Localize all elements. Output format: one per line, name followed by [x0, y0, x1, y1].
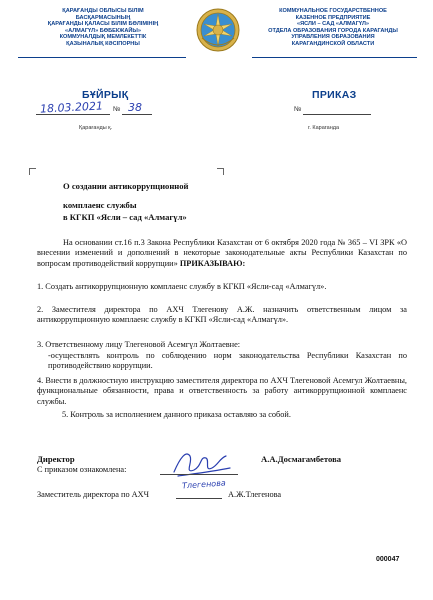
header-left-line: БАСҚАРМАСЫНЫҢ — [75, 14, 131, 21]
order-title-kz: БҰЙРЫҚ — [82, 89, 129, 101]
header-left-block — [18, 8, 188, 48]
order-no-mark-right: № — [294, 106, 302, 113]
header-right-line: КАРАГАНДИНСКОЙ ОБЛАСТИ — [291, 40, 375, 47]
header-left-line: ҚАЗЫНАЛЫҚ КӘСІПОРНЫ — [66, 40, 140, 47]
intro-text: На основании ст.16 п.3 Закона Республики Казахстан от 6 октября 2020 года № 365 – VI ЗРК «О внесении изменений и дополнений в некоторые законодательные акты Республики Казахстан по вопросам противодействий коррупции» — [37, 238, 407, 268]
subject-line-3: в КГКП «Ясли – сад «Алмагүл» — [63, 212, 187, 222]
order-item-1: 1. Создать антикоррупционную комплаенс службу в КГКП «Ясли-сад «Алмагүл». — [37, 282, 327, 291]
order-item-3-sub: -осуществлять контроль по соблюдению норм законодательства Республики Казахстан по противодействию коррупции. — [48, 351, 407, 371]
serial-number: 000047 — [376, 556, 400, 563]
state-emblem-icon — [196, 8, 240, 52]
order-number-line — [122, 114, 152, 115]
order-intro — [37, 238, 407, 269]
director-label: Директор — [37, 454, 75, 464]
deputy-signature: Тлегенова — [181, 478, 227, 491]
header-right-line: ОТДЕЛА ОБРАЗОВАНИЯ ГОРОДА КАРАГАНДЫ — [268, 27, 398, 34]
order-word: ПРИКАЗЫВАЮ: — [179, 258, 246, 268]
acquainted-label: С приказом ознакомлена: — [37, 465, 127, 474]
director-sign-line — [160, 474, 238, 475]
director-name: А.А.Досмагамбетова — [261, 454, 342, 464]
header-right-line: КАЗЕННОЕ ПРЕДПРИЯТИЕ — [295, 14, 371, 21]
header-left-line: «АЛМАГҮЛ» БӨБЕКЖАЙЫ» — [65, 27, 141, 34]
header-divider-right — [252, 57, 417, 58]
header-left-line: КОММУНАЛДЫҚ МЕМЛЕКЕТТІК — [59, 34, 147, 41]
header-right-line: КОММУНАЛЬНОЕ ГОСУДАРСТВЕННОЕ — [279, 8, 387, 14]
header-right-block — [248, 8, 418, 48]
order-item-3: 3. Ответственному лицу Тлегеновой Асемгүл Жолтаевне: — [37, 340, 241, 349]
city-kz: Қарағанды қ. — [79, 125, 113, 131]
deputy-name: А.Ж.Тлегенова — [228, 490, 282, 499]
header-divider-left — [18, 57, 186, 58]
subject-line-1: О создании антикоррупционной — [63, 181, 189, 191]
order-item-4: 4. Внести в должностную инструкцию заместителя директора по АХЧ Тлегеновой Асемгул Жолтаевны, функциональные обязанности, права и ответственность за работу антикоррупционной комплаенс службы. — [37, 376, 407, 406]
order-number-handwritten: 38 — [128, 101, 142, 114]
corner-mark-left — [29, 168, 36, 175]
order-no-mark: № — [113, 106, 121, 113]
header-right-line: УПРАВЛЕНИЯ ОБРАЗОВАНИЯ — [291, 34, 375, 41]
subject-line-2: комплаенс службы — [63, 200, 137, 210]
deputy-label: Заместитель директора по АХЧ — [37, 490, 150, 499]
order-date-handwritten: 18.03.2021 — [39, 99, 104, 116]
order-number-line-right — [303, 114, 371, 115]
header-right-line: «ЯСЛИ – САД «АЛМАГҮЛ» — [296, 21, 370, 28]
header-left-line: ҚАРАҒАНДЫ ОБЛЫСЫ БІЛІМ — [62, 8, 144, 14]
corner-mark-right — [217, 168, 224, 175]
header-left-line: ҚАРАҒАНДЫ ҚАЛАСЫ БІЛІМ БӨЛІМІНІҢ — [47, 21, 159, 28]
order-title-ru: ПРИКАЗ — [312, 89, 357, 101]
deputy-sign-line — [176, 498, 222, 499]
city-ru: г. Караганда — [308, 125, 340, 131]
order-item-2: 2. Заместителя директора по АХЧ Тлегенову А.Ж. назначить ответственным лицом за антикоррупционную комплаенс службу в КГКП «Ясли-сад «Алмагүл». — [37, 305, 407, 325]
order-item-5: 5. Контроль за исполнением данного приказа оставляю за собой. — [62, 410, 291, 419]
